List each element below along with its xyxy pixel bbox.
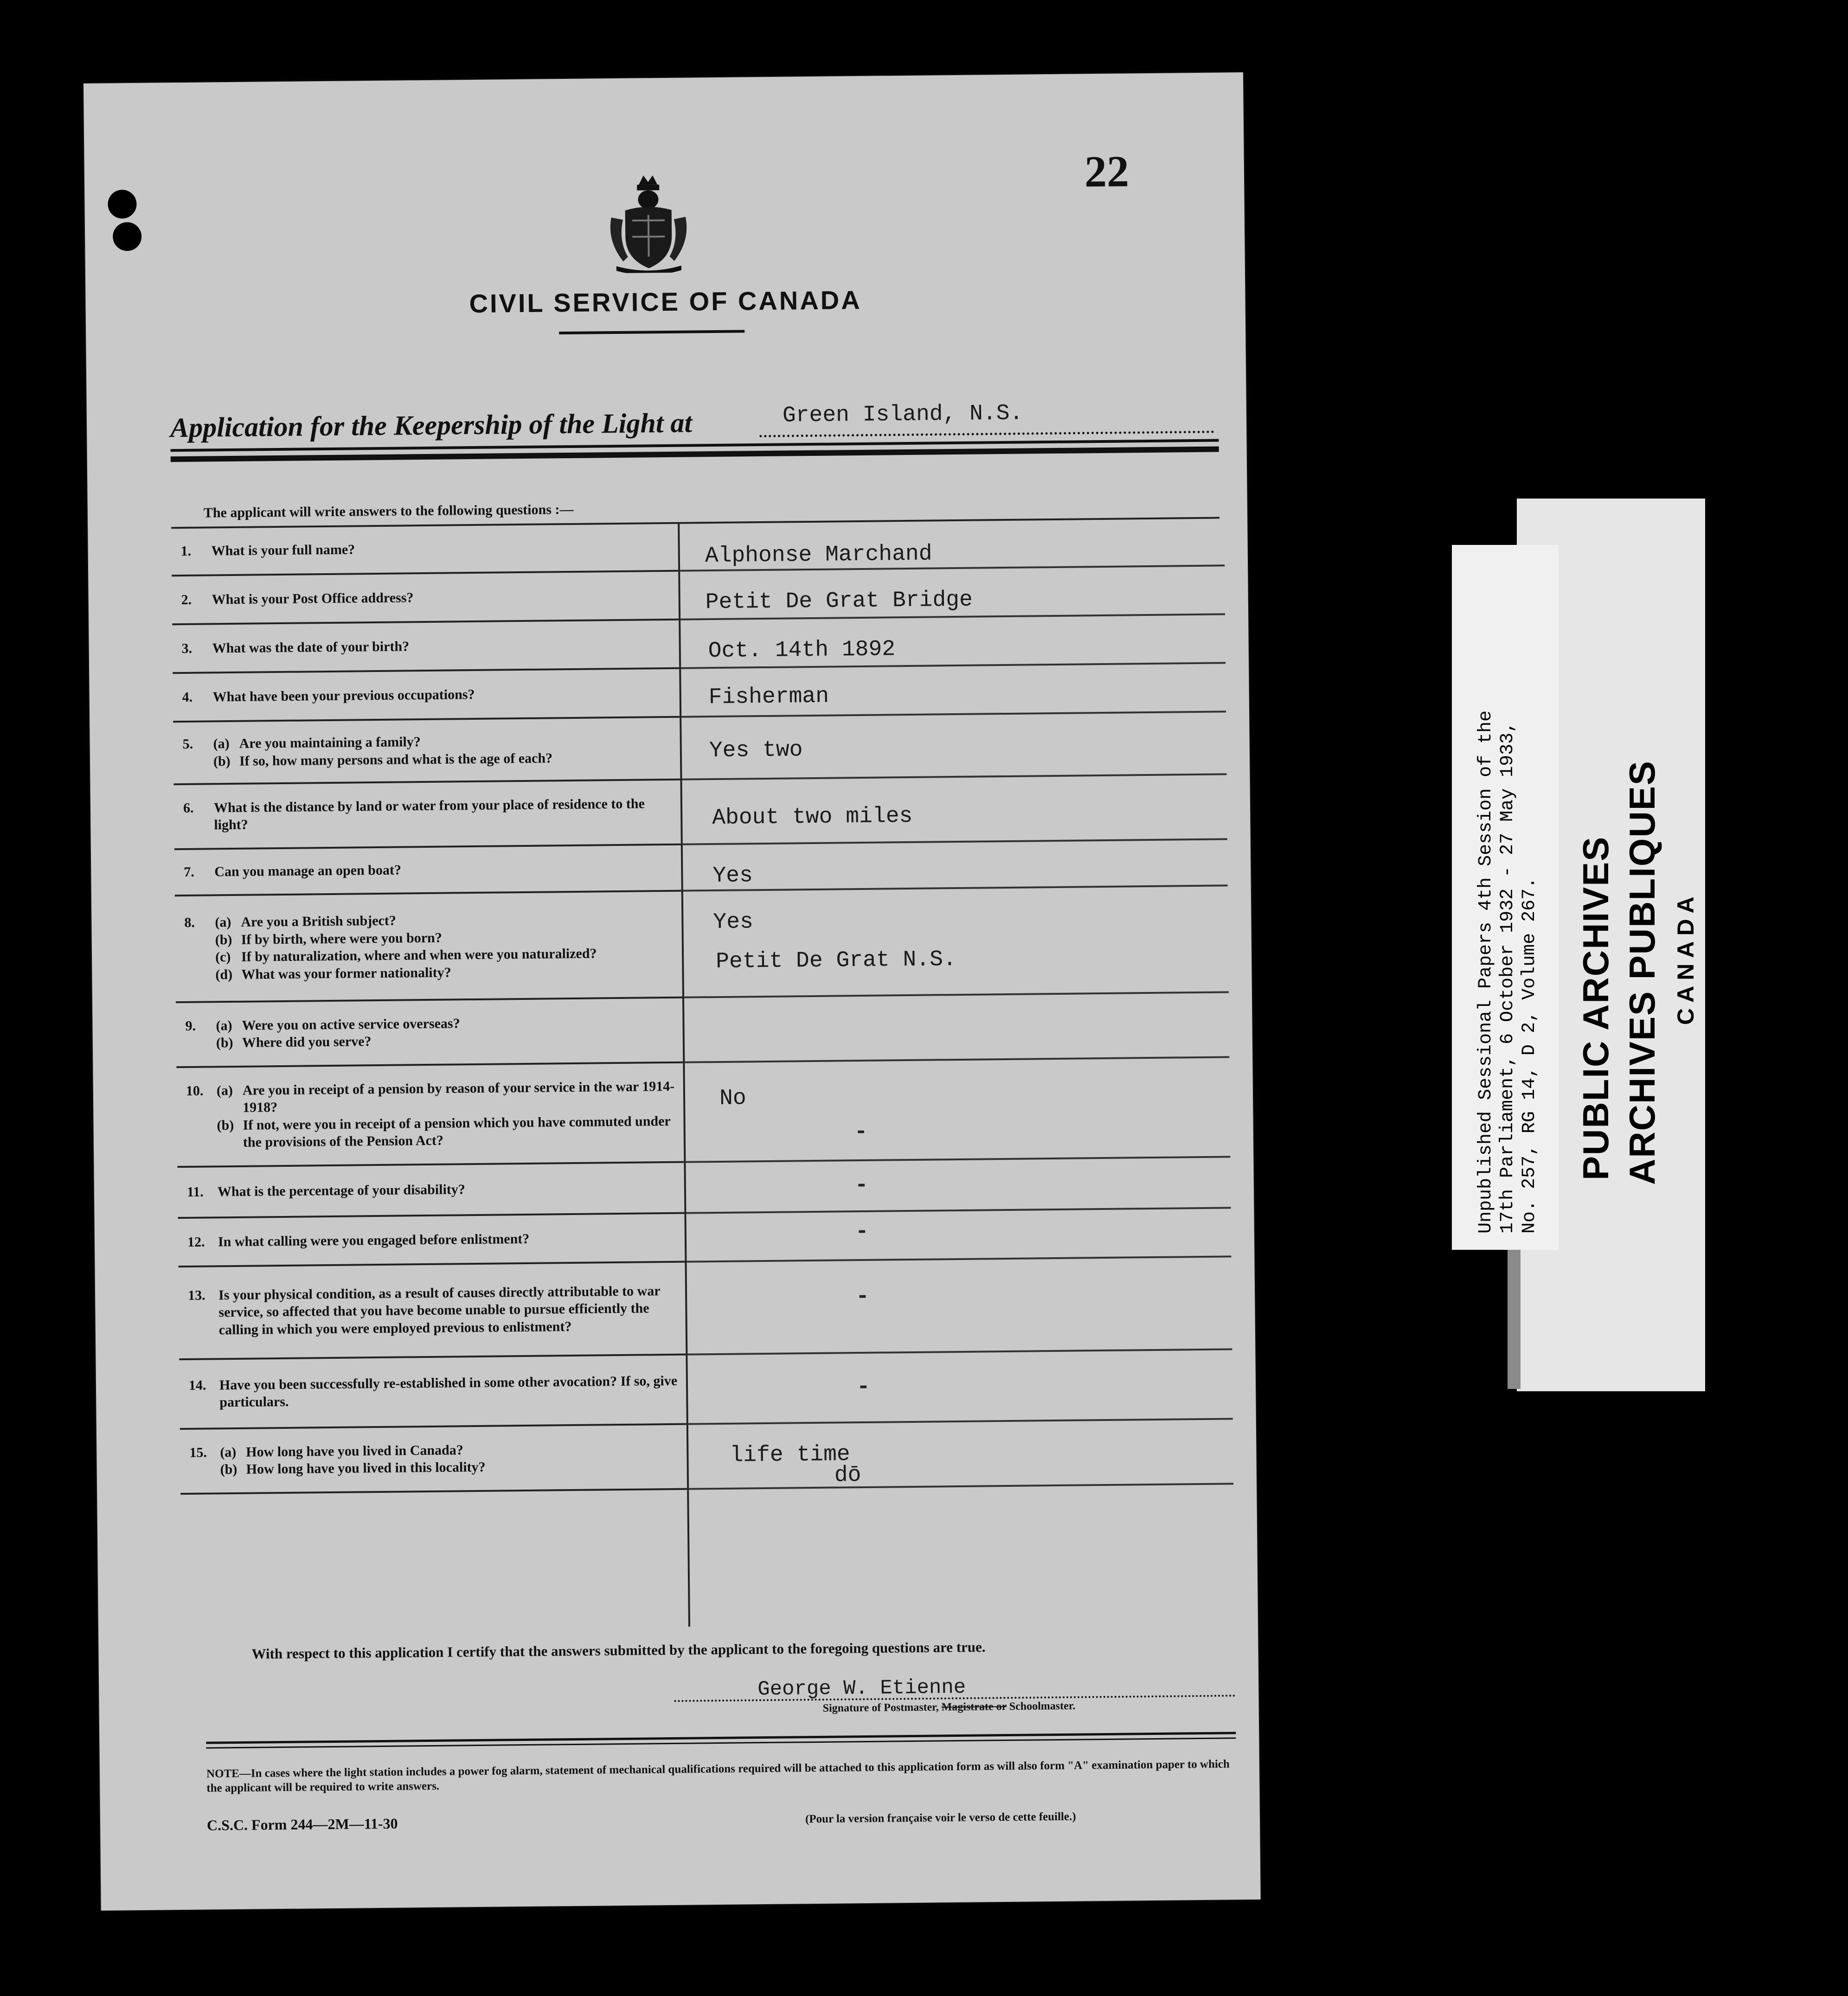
archive-title-fr: ARCHIVES PUBLIQUES bbox=[1622, 760, 1662, 1185]
question-number bbox=[175, 948, 215, 949]
question-text: Can you manage an open boat? bbox=[214, 862, 402, 880]
answer-line bbox=[687, 1255, 1231, 1262]
question-subpart: (a) bbox=[215, 915, 231, 930]
question-row bbox=[173, 684, 680, 706]
answer-8: Petit De Grat N.S. bbox=[715, 947, 956, 974]
title-rule bbox=[559, 330, 744, 334]
question-text: Are you in receipt of a pension by reason of your service in the war 1914-1918? bbox=[242, 1078, 675, 1115]
question-text: How long have you lived in Canada? bbox=[246, 1442, 463, 1460]
question-13 bbox=[179, 1263, 686, 1360]
question-row bbox=[173, 635, 679, 657]
answer-line bbox=[687, 1348, 1232, 1355]
coat-of-arms-icon bbox=[606, 175, 691, 273]
light-location: Green Island, N.S. bbox=[782, 401, 1023, 429]
question-text: What is the percentage of your disability? bbox=[217, 1182, 465, 1200]
question-row bbox=[174, 859, 681, 881]
answer-line bbox=[682, 773, 1226, 780]
question-14 bbox=[179, 1356, 686, 1430]
question-number: 10. bbox=[186, 1083, 204, 1099]
question-5 bbox=[173, 718, 680, 785]
answer-line bbox=[686, 1156, 1230, 1163]
answer-line bbox=[683, 838, 1227, 845]
question-row bbox=[174, 794, 681, 834]
question-text: If so, how many persons and what is the age of each? bbox=[239, 750, 553, 769]
question-2 bbox=[172, 572, 679, 625]
archive-reference: Unpublished Sessional Papers 4th Session of the 17th Parliament, 6 October 1932 - 27 May 1933, No. 257, RG 14, D 2, Volume 267. bbox=[1476, 710, 1540, 1234]
question-number: 12. bbox=[187, 1234, 205, 1250]
question-12 bbox=[178, 1214, 685, 1267]
answer-line bbox=[689, 1483, 1233, 1490]
question-number bbox=[176, 1034, 216, 1035]
answer-2: Petit De Grat Bridge bbox=[705, 587, 973, 615]
archive-title-en: PUBLIC ARCHIVES bbox=[1575, 836, 1616, 1180]
note-text: NOTE—In cases where the light station includes a power fog alarm, statement of mechanical qualifications required will be attached to this application form as will also form "A" examination paper to which the applicant will be required to write answers. bbox=[206, 1758, 1230, 1795]
question-row bbox=[178, 1179, 684, 1201]
answer-9: No bbox=[719, 1086, 746, 1111]
question-text: What is your Post Office address? bbox=[212, 589, 414, 608]
question-subpart: (b) bbox=[217, 1117, 234, 1133]
question-number: 9. bbox=[185, 1018, 196, 1034]
answer-10: - bbox=[854, 1119, 868, 1145]
question-1 bbox=[171, 523, 678, 576]
answer-12: - bbox=[855, 1219, 869, 1245]
answer-5: Yes two bbox=[709, 737, 803, 764]
question-number: 2. bbox=[181, 592, 192, 608]
question-number: 8. bbox=[184, 915, 195, 930]
question-text: What have been your previous occupations? bbox=[212, 686, 475, 705]
answer-6: About two miles bbox=[712, 803, 913, 831]
document-title: CIVIL SERVICE OF CANADA bbox=[469, 285, 862, 319]
question-3 bbox=[172, 621, 679, 674]
question-row bbox=[178, 1228, 685, 1251]
answer-line bbox=[683, 884, 1228, 891]
question-subpart: (a) bbox=[216, 1017, 232, 1033]
question-8 bbox=[175, 892, 682, 1003]
question-text: If by naturalization, where and when were you naturalized? bbox=[241, 946, 597, 965]
answer-1: Alphonse Marchand bbox=[705, 541, 932, 569]
question-text: Were you on active service overseas? bbox=[242, 1015, 460, 1033]
answer-7: Yes bbox=[712, 863, 753, 889]
question-subpart: (a) bbox=[220, 1444, 237, 1460]
answer-4: Fisherman bbox=[708, 684, 829, 710]
question-text: In what calling were you engaged before enlistment? bbox=[218, 1231, 530, 1250]
archive-country: CANADA bbox=[1673, 891, 1699, 1025]
question-subpart: (b) bbox=[215, 932, 232, 947]
question-subpart: (b) bbox=[216, 1035, 233, 1051]
question-number: 1. bbox=[180, 543, 192, 559]
instructions: The applicant will write answers to the following questions :— bbox=[203, 501, 574, 521]
question-row bbox=[179, 1282, 686, 1339]
question-row bbox=[177, 1077, 684, 1117]
question-7 bbox=[174, 845, 681, 896]
question-number: 7. bbox=[184, 864, 194, 880]
question-text: Are you a British subject? bbox=[241, 913, 396, 930]
question-row bbox=[177, 1112, 684, 1152]
question-subpart: (b) bbox=[220, 1461, 237, 1478]
question-text: Are you maintaining a family? bbox=[239, 734, 421, 751]
question-number bbox=[175, 931, 215, 932]
question-row bbox=[172, 537, 678, 560]
question-row bbox=[172, 586, 679, 608]
question-text: What was the date of your birth? bbox=[212, 639, 410, 656]
form-page bbox=[83, 72, 1261, 1911]
question-number: 3. bbox=[181, 640, 192, 656]
question-subpart: (b) bbox=[213, 753, 231, 769]
question-number: 11. bbox=[186, 1184, 204, 1200]
answer-line bbox=[684, 991, 1229, 998]
question-number: 14. bbox=[188, 1377, 206, 1393]
question-subpart: (c) bbox=[215, 949, 231, 965]
question-11 bbox=[177, 1163, 684, 1219]
answer-15: dō bbox=[834, 1463, 861, 1488]
answer-3: Oct. 14th 1892 bbox=[708, 637, 896, 664]
question-text: What is the distance by land or water from your place of residence to the light? bbox=[213, 795, 645, 833]
question-row bbox=[180, 1372, 687, 1411]
answer-line bbox=[688, 1418, 1233, 1425]
question-subpart: (a) bbox=[216, 1082, 233, 1098]
answer-15: life time bbox=[730, 1442, 850, 1468]
signature: George W. Etienne bbox=[757, 1676, 966, 1702]
question-6 bbox=[174, 780, 681, 850]
question-subpart: (d) bbox=[215, 966, 233, 982]
question-text: If by birth, where were you born? bbox=[241, 930, 442, 947]
question-text: Where did you serve? bbox=[242, 1034, 372, 1050]
question-text: Is your physical condition, as a result of causes directly attributable to war service, so affected that you have become unable to pursue efficiently the calling in which you were employed previous to enlistment? bbox=[218, 1283, 661, 1338]
answer-13: - bbox=[855, 1284, 870, 1310]
question-9 bbox=[176, 998, 683, 1068]
punch-hole bbox=[113, 222, 142, 251]
question-number: 6. bbox=[183, 800, 194, 816]
signature-label: Signature of Postmaster, Magistrate or Schoolmaster. bbox=[822, 1700, 1076, 1715]
page-number: 22 bbox=[1084, 146, 1129, 197]
question-4 bbox=[173, 669, 680, 723]
answer-11: - bbox=[854, 1172, 868, 1198]
question-number: 15. bbox=[189, 1445, 207, 1460]
answer-line bbox=[685, 1056, 1229, 1063]
certification-statement: With respect to this application I certify that the answers submitted by the applicant to the foregoing questions are true. bbox=[251, 1638, 986, 1662]
question-number: 5. bbox=[182, 736, 193, 752]
answer-14: - bbox=[856, 1374, 871, 1400]
french-version-note: (Pour la version française voir le verso de cette feuille.) bbox=[805, 1810, 1076, 1826]
question-15 bbox=[180, 1425, 687, 1495]
answer-line bbox=[686, 1207, 1231, 1214]
question-text: What was your former nationality? bbox=[241, 964, 451, 982]
question-number: 4. bbox=[182, 689, 193, 705]
application-heading: Application for the Keepership of the Light at bbox=[170, 407, 693, 443]
question-text: What is your full name? bbox=[211, 542, 355, 559]
form-number: C.S.C. Form 244—2M—11-30 bbox=[206, 1815, 398, 1834]
answer-8: Yes bbox=[713, 909, 754, 935]
punch-hole bbox=[108, 190, 137, 219]
question-number: 13. bbox=[187, 1287, 205, 1303]
question-text: Have you been successfully re-established in some other avocation? If so, give particulars. bbox=[219, 1373, 678, 1410]
question-text: If not, were you in receipt of a pension which you have commuted under the provisions of the Pension Act? bbox=[243, 1113, 671, 1150]
question-10 bbox=[176, 1063, 684, 1168]
question-subpart: (a) bbox=[213, 736, 230, 752]
question-text: How long have you lived in this locality? bbox=[246, 1459, 486, 1477]
answer-line bbox=[681, 710, 1226, 717]
